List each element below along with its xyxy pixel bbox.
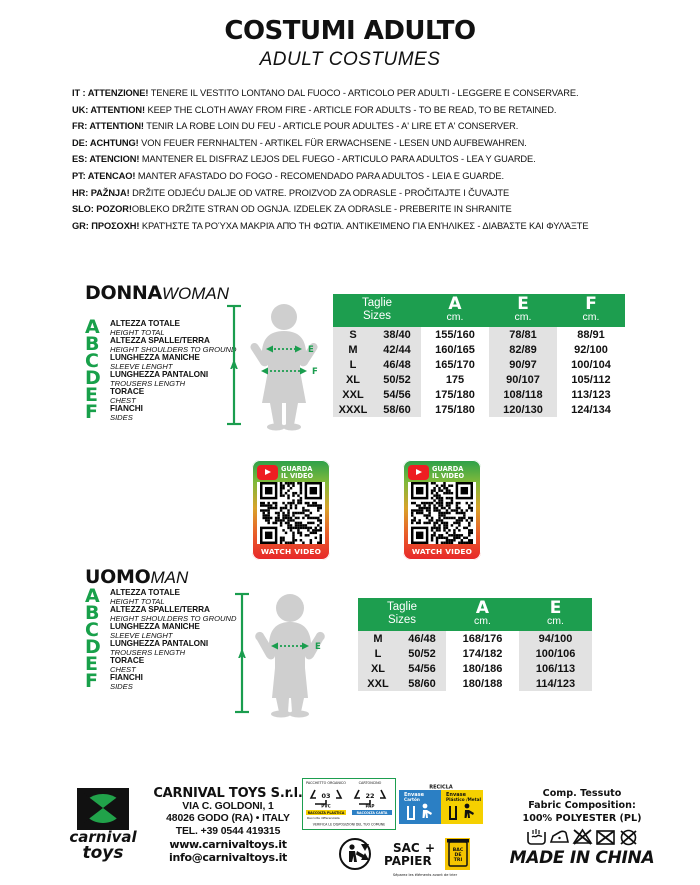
figure-label-a: A [230,361,238,372]
qr-top-line2-1: IL VIDEO [281,471,314,480]
company-email[interactable]: info@carnivaltoys.it [168,851,288,865]
cell-e: 120/130 [489,402,557,417]
cell-size-eu: 58/60 [373,402,421,417]
sac-label: SAC [393,841,420,855]
legend-row-b [85,602,237,624]
section-heading-uomo [85,566,188,588]
table-row [358,631,592,646]
table-header-e: E cm. [489,294,557,327]
company-name: CARNIVAL TOYS S.r.l. [153,786,303,801]
legend-text-a [110,588,180,606]
legend-en: HEIGHT TOTAL [110,327,165,337]
legend-text-c [110,353,200,371]
cell-f: 105/112 [557,372,625,387]
cell-f: 124/134 [557,402,625,417]
woman-figure-diagram [222,299,342,444]
table-row [333,402,625,417]
bac-line2: DE [454,853,462,858]
table-row [333,327,625,342]
table-row [333,387,625,402]
warning-line-6: HR: PAŽNJA! DRŽITE ODJEĆU DALJE OD VATRE. PROIZVOD ZA ODRASLE - PROČITAJTE I ČUVAJTE [72,187,510,198]
legend-text-e [110,387,144,405]
logo-word-toys: toys [82,843,124,862]
bin-tri-icon [447,839,469,866]
legend-en: CHEST [110,664,136,674]
cell-e: 90/107 [489,372,557,387]
recycling-panel-spain [399,782,483,835]
care-symbols-row [492,828,672,846]
legend-it: ALTEZZA TOTALE [110,588,180,597]
cell-a: 168/176 [446,631,519,646]
legend-text-f [110,404,143,422]
section-heading-donna [85,282,229,304]
section-heading-uomo-it: UOMO [85,566,151,588]
legend-letter-b: B [85,602,100,624]
recycle-tag-left: RACCOLTA PLASTICA [307,811,345,815]
qr-badge-video-1[interactable] [252,460,330,560]
cell-a: 175 [421,372,489,387]
figure-label-e: E [315,642,321,652]
legend-letter-e: E [85,653,98,675]
qr-bottom-label-1: WATCH VIDEO [260,546,322,556]
recycle-tag-left-sub: Raccolta differenziata [307,816,340,820]
legend-row-c [85,619,236,641]
youtube-play-icon [257,465,278,480]
cell-size-label: XXXL [333,402,373,417]
fabric-comp-italian: Comp. Tessuto [542,788,622,799]
fr-panel-footer: Séparez les éléments avant de trier [392,873,458,877]
bac-line1: BAC [452,848,464,853]
cell-size-eu: 46/48 [373,357,421,372]
cell-a: 180/186 [446,661,519,676]
recycle-code-right: 22 [365,792,375,800]
legend-it: TORACE [110,656,145,665]
measurement-legend-uomo [85,585,237,692]
iron-low-icon [549,828,570,846]
table-row [358,676,592,691]
legend-letter-d: D [85,367,101,389]
page-title-english: ADULT COSTUMES [259,49,441,70]
legend-en: HEIGHT TOTAL [110,596,165,606]
company-details [148,786,308,864]
cell-a: 160/165 [421,342,489,357]
table-header-sizes: Taglie Sizes [333,294,421,327]
warning-line-8: GR: ΠΡΟΣΟΧΗ! ΚΡΑΤΉΣΤΕ ΤΑ ΡΟΎΧΑ ΜΑΚΡΙΆ ΑΠΌ ΤΗ ΦΩΤΙΆ. ΑΝΤΙΚΕΊΜΕΝΟ ΓΙΑ ΕΝΉΛΙΚΕΣ - ΔΙΑΒΆΣΤΕ ΚΑΙ ΦΥΛΆΞΤΕ [72,220,589,231]
legend-letter-f: F [85,670,98,692]
legend-row-d [85,367,236,389]
cell-size-eu: 58/60 [398,676,446,691]
cell-size-eu: 42/44 [373,342,421,357]
cell-e: 90/97 [489,357,557,372]
measurement-legend-donna [85,316,237,423]
legend-letter-e: E [85,384,98,406]
recycling-panel-italy [302,778,396,835]
cell-a: 175/180 [421,402,489,417]
fabric-comp-english: Fabric Composition: [528,800,636,811]
figure-label-e: E [308,345,314,355]
figure-label-a: A [238,650,246,661]
legend-en: SIDES [110,681,133,691]
cell-size-label: XXL [333,387,373,402]
legend-letter-a: A [85,316,100,338]
recycle-panel-footer: VERIFICA LE DISPOSIZIONI DEL TUO COMUNE [312,822,386,827]
plus-label: + [425,841,436,855]
fabric-composition-block [492,788,672,846]
legend-it: ALTEZZA TOTALE [110,319,180,328]
recycling-panel-france [337,834,479,885]
cell-size-eu: 46/48 [398,631,446,646]
qr-badge-video-2[interactable] [403,460,481,560]
legend-row-c [85,350,236,372]
legend-en: HEIGHT SHOULDERS TO GROUND [110,613,237,623]
cell-size-eu: 54/56 [398,661,446,676]
qr-top-line1-1: GUARDA [281,464,313,473]
legend-en: CHEST [110,395,136,405]
youtube-play-icon [408,465,429,480]
legend-letter-c: C [85,619,99,641]
legend-text-c [110,622,200,640]
legend-text-b [110,605,236,623]
cell-e: 108/118 [489,387,557,402]
legend-letter-d: D [85,636,101,658]
legend-letter-b: B [85,333,100,355]
legend-row-e [85,653,236,675]
table-row [333,357,625,372]
cell-size-label: L [358,646,398,661]
cell-a: 175/180 [421,387,489,402]
no-tumble-dry-icon [595,828,616,846]
logo-word-carnival: carnival [69,828,137,846]
cell-f: 88/91 [557,327,625,342]
legend-text-d [110,639,208,657]
warning-line-3: DE: ACHTUNG! VON FEUER FERNHALTEN - ARTIKEL FÜR ERWACHSENE - LESEN UND AUFBEWAHREN. [72,137,527,148]
triman-icon [340,839,370,869]
recycle-material-left: PVC [321,803,331,809]
warning-line-7: SLO: POZOR!OBLEKO DRŽITE STRAN OD OGNJA. IZDELEK ZA ODRASLE - PREBERITE IN SHRANITE [72,204,512,215]
qr-bottom-label-2: WATCH VIDEO [411,546,473,556]
cell-size-eu: 50/52 [373,372,421,387]
qr-code-image-2[interactable] [408,482,476,544]
legend-it: FIANCHI [110,404,143,413]
cell-a: 180/188 [446,676,519,691]
legend-it: LUNGHEZZA MANICHE [110,622,200,631]
carnival-toys-logo [62,784,144,862]
legend-letter-a: A [85,585,100,607]
legend-it: LUNGHEZZA MANICHE [110,353,200,362]
legend-en: TROUSERS LENGTH [110,647,186,657]
made-in-label: MADE IN CHINA [509,848,655,868]
warning-line-1: UK: ATTENTION! KEEP THE CLOTH AWAY FROM FIRE - ARTICLE FOR ADULTS - TO BE READ, TO BE RETAINED. [72,104,557,115]
bac-line3: TRI [453,858,463,863]
no-dry-clean-icon [618,828,639,846]
recycle-label-left: PACCHETTO ORGANICO [306,781,346,785]
legend-en: SIDES [110,412,133,422]
table-header-a: A cm. [421,294,489,327]
legend-it: ALTEZZA SPALLE/TERRA [110,605,210,614]
warning-line-2: FR: ATTENTION! TENIR LA ROBE LOIN DU FEU - ARTICLE POUR ADULTES - A' LIRE ET A' CONSERVER. [72,121,519,132]
cell-size-label: XXL [358,676,398,691]
recycle-material-right: PAP [365,803,375,809]
legend-it: LUNGHEZZA PANTALONI [110,370,209,379]
size-table-uomo [358,598,592,691]
envase-plastico-label1: Envase [446,792,466,798]
legend-row-b [85,333,237,355]
company-website[interactable]: www.carnivaltoys.it [169,838,287,852]
cell-size-eu: 38/40 [373,327,421,342]
cell-e: 94/100 [519,631,592,646]
cell-e: 78/81 [489,327,557,342]
legend-text-f [110,673,143,691]
warning-line-5: PT: ATENCAO! MANTER AFASTADO DO FOGO - RECOMENDADO PARA ADULTOS - LEIA E GUARDE. [72,170,504,181]
legend-row-d [85,636,236,658]
table-row [333,342,625,357]
legend-it: TORACE [110,387,145,396]
legend-en: TROUSERS LENGTH [110,378,186,388]
section-heading-uomo-en: MAN [150,568,189,587]
legend-row-e [85,384,236,406]
cell-size-label: S [333,327,373,342]
company-phone: TEL. +39 0544 419315 [175,825,281,837]
qr-badge-top-1 [255,463,327,482]
qr-top-line1-2: GUARDA [432,464,464,473]
table-header-sizes: Taglie Sizes [358,598,446,631]
cell-size-label: L [333,357,373,372]
clover-logo-icon [77,788,129,830]
legend-letter-f: F [85,401,98,423]
envase-plastico-label2: Plástico /Metal [446,797,481,802]
legend-en: SLEEVE LENGHT [110,361,173,371]
cell-f: 92/100 [557,342,625,357]
cell-a: 155/160 [421,327,489,342]
company-address-line1: VIA C. GOLDONI, 1 [182,801,274,812]
cell-a: 165/170 [421,357,489,372]
multilingual-warnings [72,85,628,234]
table-row [358,661,592,676]
cell-e: 106/113 [519,661,592,676]
qr-top-line2-2: IL VIDEO [432,471,465,480]
size-table-donna [333,294,625,417]
woman-silhouette [250,304,317,431]
legend-text-e [110,656,144,674]
cell-f: 100/104 [557,357,625,372]
legend-en: HEIGHT SHOULDERS TO GROUND [110,344,237,354]
legend-it: FIANCHI [110,673,143,682]
table-header-a: A cm. [446,598,519,631]
legend-text-a [110,319,180,337]
legend-row-a [85,316,236,338]
cell-size-eu: 50/52 [398,646,446,661]
recycle-tag-right: RACCOLTA CARTA [356,811,388,815]
legend-row-f [85,401,236,423]
legend-it: ALTEZZA SPALLE/TERRA [110,336,210,345]
cell-f: 113/123 [557,387,625,402]
recicla-title: RECICLA [429,784,453,791]
table-row [358,646,592,661]
section-heading-donna-it: DONNA [85,282,162,304]
table-header-e: E cm. [519,598,592,631]
table-header-f: F cm. [557,294,625,327]
recycle-code-left: 03 [321,792,331,800]
cell-size-label: XL [333,372,373,387]
legend-row-a [85,585,236,607]
man-silhouette [255,594,325,718]
hand-wash-icon [526,828,547,846]
qr-badge-top-2 [406,463,478,482]
section-heading-donna-en: WOMAN [161,284,229,303]
envase-carton-label2: Cartón [404,797,420,802]
cell-a: 174/182 [446,646,519,661]
no-bleach-icon [572,828,593,846]
cell-e: 100/106 [519,646,592,661]
papier-label: PAPIER [384,854,432,868]
qr-code-image-1[interactable] [257,482,325,544]
recycle-label-right: CARTONCINO [358,781,382,785]
legend-row-f [85,670,236,692]
cell-size-eu: 54/56 [373,387,421,402]
legend-text-d [110,370,208,388]
fabric-material: 100% POLYESTER (PL) [522,813,642,824]
warning-line-0: IT : ATTENZIONE! TENERE IL VESTITO LONTANO DAL FUOCO - ARTICOLO PER ADULTI - LEGGERE E CONSERVARE. [72,88,579,98]
legend-text-b [110,336,236,354]
cell-size-label: M [333,342,373,357]
cell-size-label: M [358,631,398,646]
cell-e: 114/123 [519,676,592,691]
man-figure-diagram [228,588,348,728]
table-row [333,372,625,387]
figure-label-f: F [312,367,318,377]
legend-it: LUNGHEZZA PANTALONI [110,639,209,648]
costume-size-chart-page [0,16,700,885]
warning-line-4: ES: ATENCION! MANTENER EL DISFRAZ LEJOS DEL FUEGO - ARTICULO PARA ADULTOS - LEA Y GUARDE. [72,154,536,165]
legend-en: SLEEVE LENGHT [110,630,173,640]
page-title-italian: COSTUMI ADULTO [224,16,476,46]
cell-size-label: XL [358,661,398,676]
legend-letter-c: C [85,350,99,372]
company-address-line2: 48026 GODO (RA) • ITALY [166,813,290,825]
cell-e: 82/89 [489,342,557,357]
envase-carton-label1: Envase [404,792,424,798]
